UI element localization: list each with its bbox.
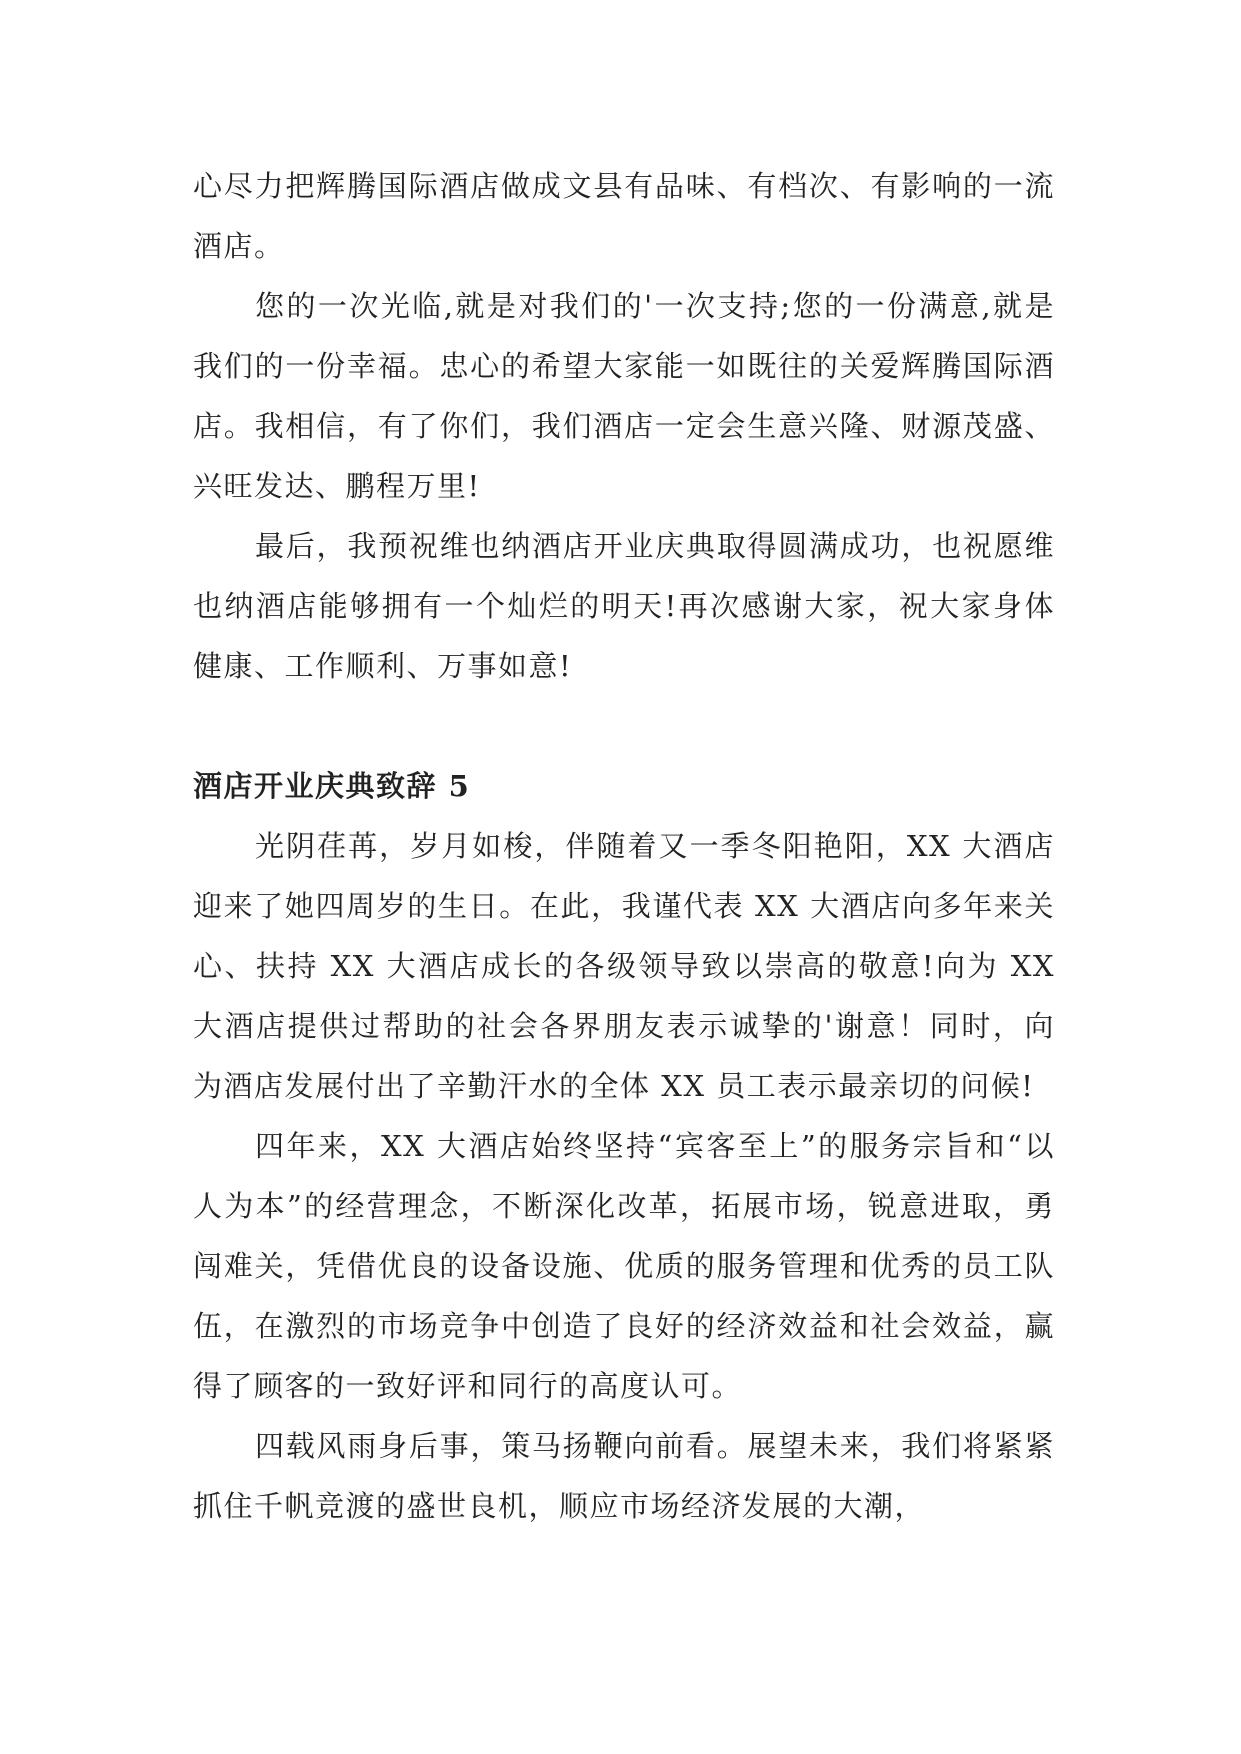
section-title: 酒店开业庆典致辞 5 (193, 769, 471, 803)
paragraph-four-years: 四年来，XX 大酒店始终坚持“宾客至上”的服务宗旨和“以人为本”的经营理念，不断深化改革，拓展市场，锐意进取，勇闯难关，凭借优良的设备设施、优质的服务管理和优秀的员工队伍，在激烈的市场竞争中创造了良好的经济效益和社会效益，赢得了顾客的一致好评和同行的高度认可。 (193, 1129, 1055, 1403)
document-body (193, 156, 1066, 1536)
paragraph-thanks-support: 您的一次光临,就是对我们的'一次支持;您的一份满意,就是我们的一份幸福。忠心的希望大家能一如既往的关爱辉腾国际酒店。我相信，有了你们，我们酒店一定会生意兴隆、财源茂盛、兴旺发达、鹏程万里! (193, 289, 1055, 503)
paragraph-closing-wishes: 最后，我预祝维也纳酒店开业庆典取得圆满成功，也祝愿维也纳酒店能够拥有一个灿烂的明天!再次感谢大家，祝大家身体健康、工作顺利、万事如意! (193, 529, 1055, 683)
paragraph-continuation: 心尽力把辉腾国际酒店做成文县有品味、有档次、有影响的一流酒店。 (193, 169, 1055, 263)
paragraph-anniversary: 光阴荏苒，岁月如梭，伴随着又一季冬阳艳阳，XX 大酒店迎来了她四周岁的生日。在此，我谨代表 XX 大酒店向多年来关心、扶持 XX 大酒店成长的各级领导致以崇高的敬意!向为 XX 大酒店提供过帮助的社会各界朋友表示诚挚的'谢意！同时，向为酒店发展付出了辛勤汗水的全体 XX 员工表示最亲切的问候! (193, 829, 1066, 1103)
paragraph-future: 四载风雨身后事，策马扬鞭向前看。展望未来，我们将紧紧抓住千帆竞渡的盛世良机，顺应市场经济发展的大潮， (193, 1429, 1055, 1523)
